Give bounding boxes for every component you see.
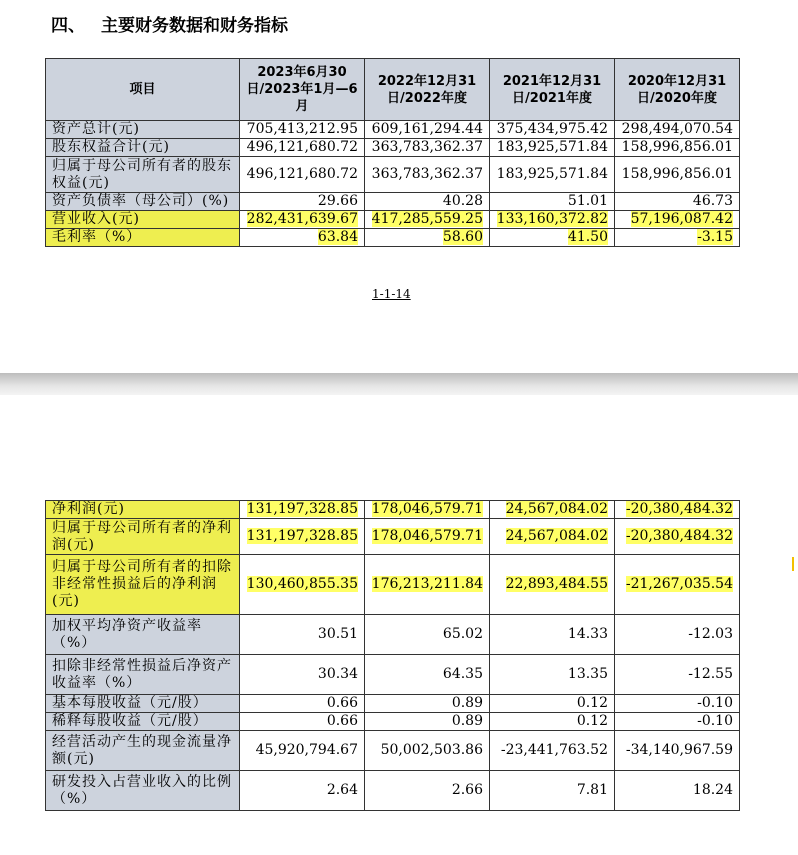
cell-value-text: 30.51 xyxy=(317,626,358,642)
cell-value-text: -20,380,484.32 xyxy=(625,501,733,517)
cell-value xyxy=(490,555,615,615)
cell-value-text: 58.60 xyxy=(442,229,483,245)
cell-value xyxy=(365,555,490,615)
cell-value-text: 0.66 xyxy=(326,695,358,711)
cell-value xyxy=(365,695,490,713)
cell-value-text: -3.15 xyxy=(697,229,733,245)
row-label: 归属于母公司所有者的扣除非经常性损益后的净利润(元) xyxy=(46,555,240,615)
cell-value xyxy=(615,695,740,713)
cell-value-text: 496,121,680.72 xyxy=(246,139,358,155)
header-period: 2022年12月31日/2022年度 xyxy=(365,59,490,121)
cell-value xyxy=(615,121,740,139)
cell-value-text: 30.34 xyxy=(317,666,358,682)
cell-value xyxy=(490,157,615,193)
section-title: 主要财务数据和财务指标 xyxy=(101,15,288,36)
cell-value-text: 24,567,084.02 xyxy=(505,501,608,517)
cell-value-text: -23,441,763.52 xyxy=(500,742,608,758)
cell-value-text: -12.03 xyxy=(688,626,733,642)
cell-value-text: -0.10 xyxy=(697,713,733,729)
cell-value-text: 178,046,579.71 xyxy=(371,501,483,517)
table-row xyxy=(46,157,740,193)
cell-value xyxy=(365,139,490,157)
cell-value xyxy=(365,771,490,811)
cell-value-text: 64.35 xyxy=(442,666,483,682)
row-label: 经营活动产生的现金流量净额(元) xyxy=(46,731,240,771)
table-row xyxy=(46,519,740,555)
cell-value xyxy=(615,555,740,615)
cell-value xyxy=(365,655,490,695)
cell-value-text: 176,213,211.84 xyxy=(371,576,483,592)
cell-value-text: -0.10 xyxy=(697,695,733,711)
cell-value xyxy=(615,713,740,731)
section-heading xyxy=(51,8,288,38)
cell-value-text: 46.73 xyxy=(692,193,733,209)
cell-value-text: 609,161,294.44 xyxy=(371,121,483,137)
cell-value xyxy=(240,771,365,811)
header-period: 2021年12月31日/2021年度 xyxy=(490,59,615,121)
row-label: 归属于母公司所有者的股东权益(元) xyxy=(46,157,240,193)
header-period: 2020年12月31日/2020年度 xyxy=(615,59,740,121)
table-row xyxy=(46,139,740,157)
cell-value xyxy=(365,731,490,771)
table-row xyxy=(46,193,740,211)
cell-value-text: 50,002,503.86 xyxy=(380,742,483,758)
cell-value-text: -12.55 xyxy=(688,666,733,682)
cell-value xyxy=(365,229,490,247)
row-label: 毛利率（%） xyxy=(46,229,240,247)
cell-value-text: -21,267,035.54 xyxy=(625,576,733,592)
table-row xyxy=(46,655,740,695)
cell-value xyxy=(490,501,615,519)
cell-value-text: 14.33 xyxy=(567,626,608,642)
cell-value-text: 2.64 xyxy=(326,782,358,798)
cell-value xyxy=(490,731,615,771)
cell-value xyxy=(240,555,365,615)
table-row xyxy=(46,771,740,811)
page-divider xyxy=(0,373,798,395)
cell-value-text: 0.12 xyxy=(576,695,608,711)
cell-value xyxy=(365,211,490,229)
cell-value xyxy=(615,731,740,771)
cell-value xyxy=(365,157,490,193)
cell-value-text: 0.12 xyxy=(576,713,608,729)
cell-value xyxy=(240,193,365,211)
cell-value-text: 0.89 xyxy=(451,695,483,711)
cell-value xyxy=(490,615,615,655)
cell-value-text: 57,196,087.42 xyxy=(630,211,733,227)
cell-value xyxy=(490,139,615,157)
cell-value-text: 24,567,084.02 xyxy=(505,528,608,544)
row-label: 基本每股收益（元/股） xyxy=(46,695,240,713)
cell-value xyxy=(240,695,365,713)
cell-value xyxy=(240,229,365,247)
cell-value xyxy=(240,655,365,695)
cell-value xyxy=(240,121,365,139)
cell-value xyxy=(615,501,740,519)
cell-value-text: 51.01 xyxy=(567,193,608,209)
cell-value xyxy=(490,193,615,211)
row-label: 资产负债率（母公司）(%) xyxy=(46,193,240,211)
section-number: 四、 xyxy=(51,15,85,36)
cell-value xyxy=(240,501,365,519)
cell-value-text: 63.84 xyxy=(317,229,358,245)
cell-value-text: 131,197,328.85 xyxy=(246,528,358,544)
cell-value xyxy=(615,139,740,157)
cell-value-text: 183,925,571.84 xyxy=(496,139,608,155)
cell-value xyxy=(240,731,365,771)
cell-value-text: 183,925,571.84 xyxy=(496,166,608,182)
cell-value-text: 375,434,975.42 xyxy=(496,121,608,137)
cell-value-text: 0.66 xyxy=(326,713,358,729)
cell-value-text: 133,160,372.82 xyxy=(496,211,608,227)
cell-value-text: 40.28 xyxy=(442,193,483,209)
cell-value xyxy=(490,695,615,713)
cell-value-text: 131,197,328.85 xyxy=(246,501,358,517)
cell-value xyxy=(240,519,365,555)
table-row xyxy=(46,713,740,731)
table-row xyxy=(46,121,740,139)
table-row xyxy=(46,501,740,519)
cell-value xyxy=(365,519,490,555)
cell-value xyxy=(490,211,615,229)
row-label: 股东权益合计(元) xyxy=(46,139,240,157)
financial-table-top xyxy=(45,58,740,247)
header-item: 项目 xyxy=(46,59,240,121)
cell-value xyxy=(365,193,490,211)
table-row xyxy=(46,211,740,229)
cell-value xyxy=(490,519,615,555)
row-label: 研发投入占营业收入的比例（%） xyxy=(46,771,240,811)
cell-value-text: 22,893,484.55 xyxy=(505,576,608,592)
cell-value xyxy=(615,771,740,811)
row-label: 资产总计(元) xyxy=(46,121,240,139)
cell-value xyxy=(365,713,490,731)
cell-value xyxy=(490,229,615,247)
cell-value-text: 0.89 xyxy=(451,713,483,729)
cell-value xyxy=(365,121,490,139)
table-row xyxy=(46,731,740,771)
cell-value xyxy=(365,501,490,519)
cell-value-text: -34,140,967.59 xyxy=(625,742,733,758)
cell-value-text: 363,783,362.37 xyxy=(371,139,483,155)
cell-value-text: 7.81 xyxy=(576,782,608,798)
margin-mark xyxy=(792,557,794,571)
page-number: 1-1-14 xyxy=(372,287,411,301)
cell-value-text: 13.35 xyxy=(567,666,608,682)
cell-value-text: 18.24 xyxy=(692,782,733,798)
cell-value xyxy=(240,713,365,731)
row-label: 加权平均净资产收益率（%） xyxy=(46,615,240,655)
cell-value xyxy=(365,615,490,655)
cell-value-text: 178,046,579.71 xyxy=(371,528,483,544)
row-label: 稀释每股收益（元/股） xyxy=(46,713,240,731)
cell-value-text: 158,996,856.01 xyxy=(621,166,733,182)
cell-value xyxy=(240,615,365,655)
table-row xyxy=(46,555,740,615)
row-label: 营业收入(元) xyxy=(46,211,240,229)
cell-value xyxy=(615,157,740,193)
cell-value xyxy=(615,193,740,211)
table-row xyxy=(46,695,740,713)
cell-value xyxy=(615,655,740,695)
cell-value xyxy=(240,157,365,193)
cell-value-text: 282,431,639.67 xyxy=(246,211,358,227)
cell-value-text: -20,380,484.32 xyxy=(625,528,733,544)
cell-value xyxy=(615,615,740,655)
cell-value-text: 65.02 xyxy=(442,626,483,642)
row-label: 归属于母公司所有者的净利润(元) xyxy=(46,519,240,555)
table-header-row xyxy=(46,59,740,121)
cell-value-text: 158,996,856.01 xyxy=(621,139,733,155)
cell-value-text: 705,413,212.95 xyxy=(246,121,358,137)
table-row xyxy=(46,615,740,655)
cell-value xyxy=(615,229,740,247)
cell-value xyxy=(490,713,615,731)
cell-value-text: 41.50 xyxy=(567,229,608,245)
cell-value-text: 45,920,794.67 xyxy=(255,742,358,758)
cell-value-text: 29.66 xyxy=(317,193,358,209)
cell-value xyxy=(490,771,615,811)
cell-value xyxy=(240,139,365,157)
cell-value xyxy=(615,211,740,229)
cell-value xyxy=(240,211,365,229)
cell-value-text: 298,494,070.54 xyxy=(621,121,733,137)
cell-value-text: 2.66 xyxy=(451,782,483,798)
cell-value-text: 130,460,855.35 xyxy=(246,576,358,592)
row-label: 净利润(元) xyxy=(46,501,240,519)
cell-value xyxy=(615,519,740,555)
financial-table-bottom xyxy=(45,500,740,811)
cell-value-text: 363,783,362.37 xyxy=(371,166,483,182)
table-row xyxy=(46,229,740,247)
cell-value xyxy=(490,655,615,695)
cell-value xyxy=(490,121,615,139)
cell-value-text: 496,121,680.72 xyxy=(246,166,358,182)
cell-value-text: 417,285,559.25 xyxy=(371,211,483,227)
row-label: 扣除非经常性损益后净资产收益率（%） xyxy=(46,655,240,695)
header-period: 2023年6月30日/2023年1月—6月 xyxy=(240,59,365,121)
